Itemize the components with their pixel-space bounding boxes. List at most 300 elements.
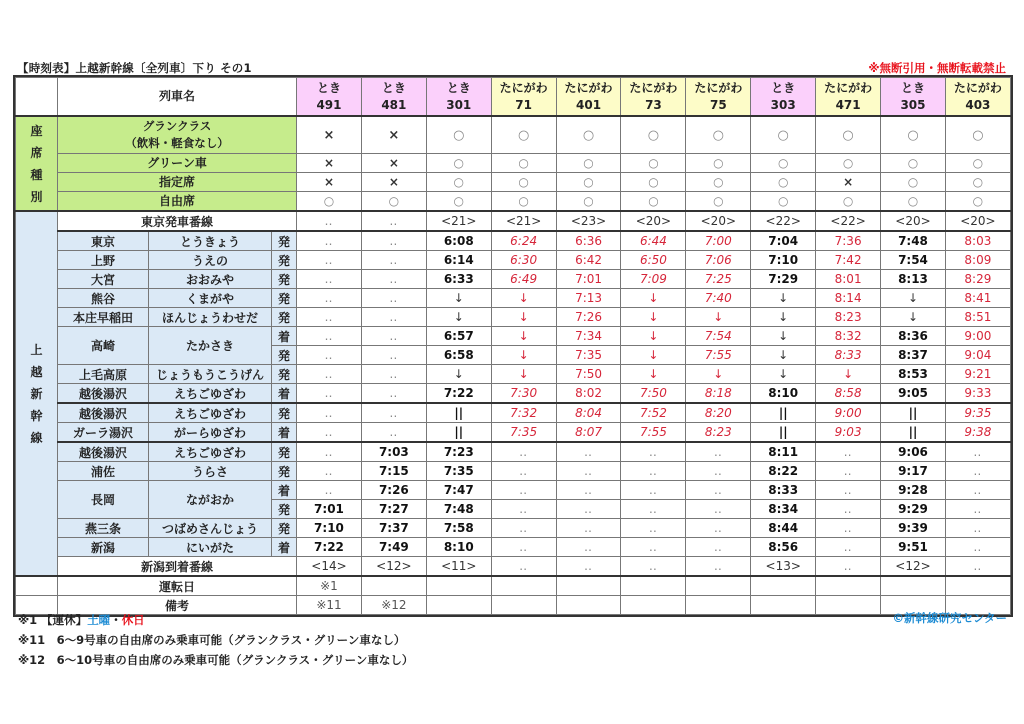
station-row: [16, 384, 1011, 404]
seat-class-line2: （飲料・軽食なし）: [125, 136, 229, 150]
time-cell: ‥: [686, 500, 751, 519]
time-cell: 9:29: [881, 500, 946, 519]
seat-type-char: 別: [30, 189, 43, 204]
time-cell: ‥: [491, 538, 556, 557]
time-cell: 7:35: [491, 423, 556, 443]
time-cell: ↓: [751, 346, 816, 365]
footnote-11: ※11 6～9号車の自由席のみ乗車可能（グランクラス・グリーン車なし）: [18, 633, 406, 647]
seat-availability: ○: [297, 192, 362, 212]
seat-availability: ×: [297, 173, 362, 192]
station-name: 東京: [58, 231, 149, 251]
seat-class-line1: グランクラス: [142, 119, 212, 133]
niigata-track-label: 新潟到着番線: [58, 557, 297, 577]
operation-days-value: [816, 576, 881, 596]
time-cell: 8:23: [686, 423, 751, 443]
seat-availability: ○: [491, 154, 556, 173]
train-name: たにがわ: [953, 80, 1002, 95]
time-cell: ‥: [297, 346, 362, 365]
time-cell: 7:54: [686, 327, 751, 346]
time-cell: 9:06: [881, 442, 946, 462]
seat-availability: ×: [361, 173, 426, 192]
train-header: [556, 78, 621, 117]
seat-availability: ○: [816, 116, 881, 154]
seat-availability: ○: [751, 192, 816, 212]
station-reading: くまがや: [149, 289, 272, 308]
tokyo-track-row: [16, 211, 1011, 231]
time-cell: 6:44: [621, 231, 686, 251]
time-cell: 7:54: [881, 251, 946, 270]
time-cell: ↓: [491, 308, 556, 327]
footnote-1-saturday: 土曜: [87, 613, 111, 627]
time-cell: 8:03: [945, 231, 1010, 251]
station-name: 越後湯沢: [58, 403, 149, 423]
footnote-1-prefix: ※1 【運休】: [18, 613, 88, 627]
seat-availability: ○: [491, 192, 556, 212]
track-number: ‥: [686, 557, 751, 577]
station-name: 上毛高原: [58, 365, 149, 384]
seat-availability: ○: [881, 116, 946, 154]
time-cell: 7:40: [686, 289, 751, 308]
time-cell: 8:56: [751, 538, 816, 557]
time-cell: 6:57: [426, 327, 491, 346]
time-cell: ‥: [361, 346, 426, 365]
seat-availability: ○: [881, 154, 946, 173]
train-name: とき: [381, 80, 406, 95]
footnote-12: ※12 6～10号車の自由席のみ乗車可能（グランクラス・グリーン車なし）: [18, 653, 414, 667]
footnote-1-separator: ・: [110, 613, 122, 627]
time-cell: ‥: [556, 442, 621, 462]
train-name: たにがわ: [564, 80, 613, 95]
remarks-value: [556, 596, 621, 615]
train-header: [361, 78, 426, 117]
seat-availability: ○: [621, 116, 686, 154]
station-name: 新潟: [58, 538, 149, 557]
time-cell: ‥: [621, 500, 686, 519]
arrival-departure-mark: 発: [272, 462, 297, 481]
station-reading: えちごゆざわ: [149, 442, 272, 462]
arrival-departure-mark: 着: [272, 327, 297, 346]
train-header: [426, 78, 491, 117]
station-name: 上野: [58, 251, 149, 270]
time-cell: 8:10: [426, 538, 491, 557]
train-number: 305: [900, 97, 926, 112]
operation-days-row: [16, 576, 1011, 596]
time-cell: ‥: [297, 403, 362, 423]
line-label-char: 上: [30, 342, 43, 357]
seat-availability: ○: [945, 154, 1010, 173]
seat-availability: ○: [881, 173, 946, 192]
time-cell: ‥: [945, 519, 1010, 538]
station-name: 長岡: [58, 481, 149, 519]
train-name: とき: [771, 80, 796, 95]
time-cell: ↓: [751, 365, 816, 384]
time-cell: 9:00: [816, 403, 881, 423]
seat-class-name: [58, 116, 297, 154]
train-header: [297, 78, 362, 117]
train-number: 73: [645, 97, 662, 112]
time-cell: 7:55: [621, 423, 686, 443]
time-cell: ‥: [621, 481, 686, 500]
seat-availability: ○: [491, 116, 556, 154]
time-cell: 7:26: [361, 481, 426, 500]
time-cell: 8:20: [686, 403, 751, 423]
time-cell: ||: [426, 403, 491, 423]
time-cell: ‥: [297, 289, 362, 308]
train-name: たにがわ: [824, 80, 873, 95]
arrival-departure-mark: 発: [272, 442, 297, 462]
seat-availability: ○: [621, 192, 686, 212]
arrival-departure-mark: 着: [272, 423, 297, 443]
time-cell: ‥: [297, 327, 362, 346]
train-header: [945, 78, 1010, 117]
time-cell: 9:33: [945, 384, 1010, 404]
track-number: <23>: [556, 211, 621, 231]
operation-days-value: [686, 576, 751, 596]
line-label-char: 越: [30, 364, 43, 379]
track-number: <20>: [945, 211, 1010, 231]
time-cell: ↓: [881, 308, 946, 327]
time-cell: 7:35: [426, 462, 491, 481]
time-cell: 8:04: [556, 403, 621, 423]
time-cell: 9:35: [945, 403, 1010, 423]
train-number: 471: [835, 97, 861, 112]
track-number: <22>: [751, 211, 816, 231]
time-cell: 7:22: [426, 384, 491, 404]
time-cell: ‥: [491, 519, 556, 538]
seat-availability: ○: [686, 192, 751, 212]
arrival-departure-mark: 発: [272, 231, 297, 251]
train-header: [816, 78, 881, 117]
time-cell: ‥: [816, 442, 881, 462]
time-cell: ‥: [297, 462, 362, 481]
time-cell: ‥: [556, 500, 621, 519]
seat-availability: ○: [816, 154, 881, 173]
time-cell: 7:36: [816, 231, 881, 251]
arrival-departure-mark: 発: [272, 251, 297, 270]
seat-availability: ○: [361, 192, 426, 212]
track-number: ‥: [621, 557, 686, 577]
time-cell: 6:33: [426, 270, 491, 289]
time-cell: ‥: [556, 481, 621, 500]
time-cell: ‥: [945, 500, 1010, 519]
time-cell: 7:03: [361, 442, 426, 462]
station-row: [16, 403, 1011, 423]
station-reading: おおみや: [149, 270, 272, 289]
track-number: <13>: [751, 557, 816, 577]
track-number: ‥: [361, 211, 426, 231]
time-cell: 8:07: [556, 423, 621, 443]
time-cell: 7:06: [686, 251, 751, 270]
time-cell: 8:51: [945, 308, 1010, 327]
seat-availability: ×: [297, 116, 362, 154]
time-cell: ||: [881, 423, 946, 443]
operation-days-value: [945, 576, 1010, 596]
train-name: とき: [446, 80, 471, 95]
time-cell: 7:23: [426, 442, 491, 462]
seat-availability: ○: [945, 173, 1010, 192]
time-cell: 8:02: [556, 384, 621, 404]
empty-corner: [16, 576, 58, 596]
time-cell: 7:42: [816, 251, 881, 270]
seat-class-name: [58, 154, 297, 173]
station-row: [16, 231, 1011, 251]
station-name: 熊谷: [58, 289, 149, 308]
track-number: <21>: [426, 211, 491, 231]
seat-type-char: 種: [30, 167, 43, 182]
remarks-value: [426, 596, 491, 615]
seat-availability: ○: [881, 192, 946, 212]
time-cell: ‥: [945, 481, 1010, 500]
train-number: 75: [709, 97, 727, 112]
time-cell: ‥: [297, 251, 362, 270]
seat-availability: ○: [491, 173, 556, 192]
remarks-value: [751, 596, 816, 615]
time-cell: 7:01: [556, 270, 621, 289]
time-cell: 6:58: [426, 346, 491, 365]
time-cell: 7:10: [297, 519, 362, 538]
time-cell: 9:38: [945, 423, 1010, 443]
time-cell: ‥: [361, 365, 426, 384]
footnote-1: [18, 610, 413, 630]
seat-availability: ○: [751, 116, 816, 154]
time-cell: ‥: [297, 270, 362, 289]
seat-type-char: 座: [30, 123, 43, 138]
copyright-credit: ©新幹線研究センター: [892, 611, 1007, 625]
time-cell: 8:44: [751, 519, 816, 538]
track-number: <20>: [686, 211, 751, 231]
time-cell: ‥: [816, 500, 881, 519]
time-cell: 7:13: [556, 289, 621, 308]
line-label: [16, 211, 58, 576]
operation-days-value: [751, 576, 816, 596]
track-number: <20>: [621, 211, 686, 231]
seat-class-line1: グリーン車: [147, 155, 207, 170]
time-cell: ‥: [361, 308, 426, 327]
footnote-1-holiday: 休日: [121, 613, 145, 627]
time-cell: 7:22: [297, 538, 362, 557]
time-cell: ↓: [621, 289, 686, 308]
time-cell: 9:00: [945, 327, 1010, 346]
seat-availability: ○: [686, 116, 751, 154]
time-cell: ↓: [491, 327, 556, 346]
seat-row: [16, 154, 1011, 173]
seat-availability: ○: [816, 192, 881, 212]
time-cell: ‥: [945, 462, 1010, 481]
seat-availability: ×: [816, 173, 881, 192]
operation-days-value: [621, 576, 686, 596]
time-cell: ↓: [621, 365, 686, 384]
operation-days-value: [881, 576, 946, 596]
time-cell: ‥: [361, 251, 426, 270]
time-cell: 8:34: [751, 500, 816, 519]
train-name: とき: [316, 80, 341, 95]
time-cell: 8:53: [881, 365, 946, 384]
arrival-departure-mark: 着: [272, 538, 297, 557]
time-cell: 7:15: [361, 462, 426, 481]
arrival-departure-mark: 発: [272, 365, 297, 384]
seat-availability: ○: [621, 173, 686, 192]
time-cell: 9:28: [881, 481, 946, 500]
seat-class-line1: 指定席: [159, 174, 196, 189]
train-number: 303: [770, 97, 796, 112]
time-cell: ‥: [686, 538, 751, 557]
track-number: <21>: [491, 211, 556, 231]
time-cell: 7:30: [491, 384, 556, 404]
station-name: 浦佐: [58, 462, 149, 481]
time-cell: ||: [751, 423, 816, 443]
time-cell: ‥: [361, 423, 426, 443]
copyright-notice: ※無断引用・無断転載禁止: [868, 61, 1006, 75]
arrival-departure-mark: 発: [272, 270, 297, 289]
remarks-value: ※11: [297, 596, 362, 615]
time-cell: ‥: [556, 519, 621, 538]
seat-availability: ○: [426, 116, 491, 154]
time-cell: ‥: [297, 423, 362, 443]
station-row: [16, 270, 1011, 289]
time-cell: ‥: [491, 481, 556, 500]
station-row: [16, 519, 1011, 538]
time-cell: ‥: [297, 308, 362, 327]
time-cell: ↓: [751, 289, 816, 308]
station-reading: えちごゆざわ: [149, 384, 272, 404]
track-number: <12>: [881, 557, 946, 577]
time-cell: 7:01: [297, 500, 362, 519]
time-cell: ‥: [686, 519, 751, 538]
time-cell: 7:48: [426, 500, 491, 519]
time-cell: 7:09: [621, 270, 686, 289]
track-number: ‥: [556, 557, 621, 577]
time-cell: ↓: [881, 289, 946, 308]
time-cell: 7:27: [361, 500, 426, 519]
time-cell: 6:42: [556, 251, 621, 270]
time-cell: ‥: [361, 231, 426, 251]
train-header: [621, 78, 686, 117]
seat-availability: ○: [686, 154, 751, 173]
station-reading: とうきょう: [149, 231, 272, 251]
station-reading: じょうもうこうげん: [149, 365, 272, 384]
seat-availability: ○: [426, 192, 491, 212]
operation-days-label: 運転日: [58, 576, 297, 596]
remarks-value: [621, 596, 686, 615]
time-cell: 8:22: [751, 462, 816, 481]
station-reading: つばめさんじょう: [149, 519, 272, 538]
seat-availability: ○: [426, 154, 491, 173]
time-cell: ‥: [621, 442, 686, 462]
operation-days-value: [426, 576, 491, 596]
time-cell: 9:39: [881, 519, 946, 538]
time-cell: 8:01: [816, 270, 881, 289]
time-cell: ‥: [816, 462, 881, 481]
time-cell: ‥: [556, 462, 621, 481]
track-number: <20>: [881, 211, 946, 231]
train-number: 301: [446, 97, 472, 112]
seat-class-line1: 自由席: [159, 193, 196, 208]
time-cell: 8:32: [816, 327, 881, 346]
time-cell: 9:51: [881, 538, 946, 557]
time-cell: 8:18: [686, 384, 751, 404]
track-number: <11>: [426, 557, 491, 577]
track-number: ‥: [297, 211, 362, 231]
time-cell: ‥: [686, 442, 751, 462]
station-reading: にいがた: [149, 538, 272, 557]
time-cell: ‥: [361, 403, 426, 423]
time-cell: 7:49: [361, 538, 426, 557]
time-cell: ↓: [491, 365, 556, 384]
time-cell: ‥: [816, 481, 881, 500]
station-reading: ほんじょうわせだ: [149, 308, 272, 327]
line-label-char: 幹: [30, 408, 43, 423]
corner-cell: [16, 78, 58, 117]
station-name: ガーラ湯沢: [58, 423, 149, 443]
time-cell: 7:47: [426, 481, 491, 500]
station-row: [16, 251, 1011, 270]
remarks-value: ※12: [361, 596, 426, 615]
time-cell: 8:11: [751, 442, 816, 462]
station-row: [16, 423, 1011, 443]
time-cell: 7:29: [751, 270, 816, 289]
time-cell: ‥: [361, 270, 426, 289]
station-row: [16, 538, 1011, 557]
time-cell: 7:26: [556, 308, 621, 327]
time-cell: 9:04: [945, 346, 1010, 365]
time-cell: 8:14: [816, 289, 881, 308]
track-number: <14>: [297, 557, 362, 577]
header-row: [16, 78, 1011, 117]
station-name: 大宮: [58, 270, 149, 289]
time-cell: 6:14: [426, 251, 491, 270]
time-cell: 8:13: [881, 270, 946, 289]
station-reading: うえの: [149, 251, 272, 270]
time-cell: ↓: [751, 308, 816, 327]
time-cell: ‥: [686, 481, 751, 500]
station-reading: たかさき: [149, 327, 272, 365]
remarks-value: [686, 596, 751, 615]
train-header: [686, 78, 751, 117]
time-cell: ↓: [426, 365, 491, 384]
timetable: [15, 77, 1011, 615]
operation-days-value: [491, 576, 556, 596]
time-cell: 7:04: [751, 231, 816, 251]
station-reading: ながおか: [149, 481, 272, 519]
time-cell: 6:49: [491, 270, 556, 289]
time-cell: ‥: [621, 462, 686, 481]
seat-availability: ○: [556, 173, 621, 192]
time-cell: ‥: [361, 384, 426, 404]
station-row: [16, 365, 1011, 384]
station-name: 越後湯沢: [58, 384, 149, 404]
time-cell: ‥: [816, 519, 881, 538]
arrival-departure-mark: 発: [272, 346, 297, 365]
seat-row: [16, 192, 1011, 212]
time-cell: 9:03: [816, 423, 881, 443]
train-name: たにがわ: [499, 80, 548, 95]
time-cell: ‥: [816, 538, 881, 557]
time-cell: 6:50: [621, 251, 686, 270]
station-row: [16, 442, 1011, 462]
time-cell: 7:00: [686, 231, 751, 251]
train-header: [491, 78, 556, 117]
seat-availability: ○: [426, 173, 491, 192]
time-cell: ‥: [621, 538, 686, 557]
arrival-departure-mark: 発: [272, 289, 297, 308]
time-cell: ↓: [621, 327, 686, 346]
time-cell: 6:24: [491, 231, 556, 251]
operation-days-value: ※1: [297, 576, 362, 596]
time-cell: ‥: [945, 442, 1010, 462]
time-cell: ‥: [491, 500, 556, 519]
time-cell: 7:50: [621, 384, 686, 404]
seat-availability: ○: [621, 154, 686, 173]
